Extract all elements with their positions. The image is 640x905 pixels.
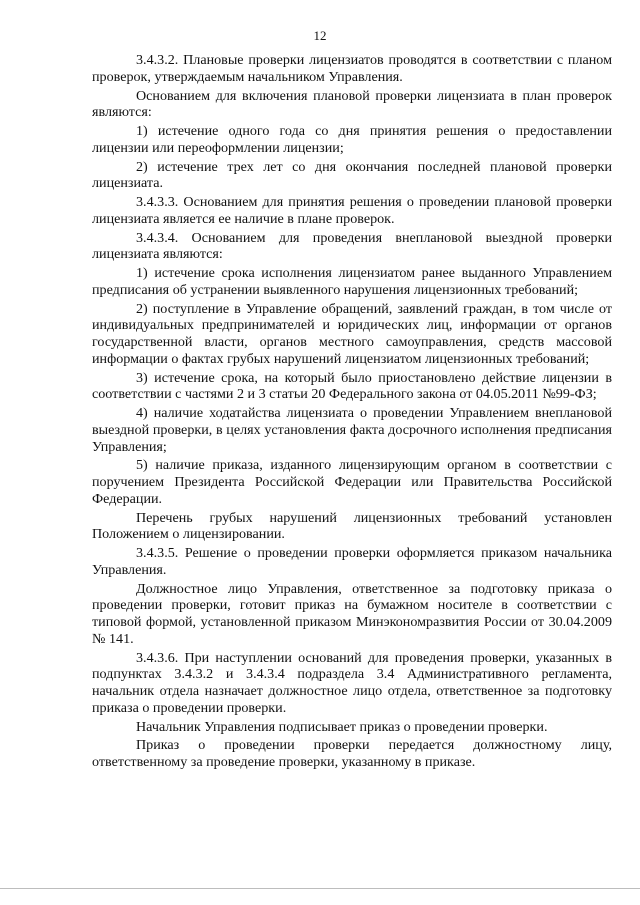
- paragraph-3-4-3-6: 3.4.3.6. При наступлении оснований для проведения проверки, указанных в подпунктах 3.4.3.2 и 3.4.3.4 подраздела 3.4 Административного регламента, начальник отдела назначает должностное лицо отдела, ответственное за подготовку приказа о проведении проверки.: [92, 649, 612, 716]
- list-item-unplanned-3: 3) истечение срока, на который было приостановлено действие лицензии в соответствии с частями 2 и 3 статьи 20 Федерального закона от 04.05.2011 №99-ФЗ;: [92, 369, 612, 403]
- list-item-unplanned-1: 1) истечение срока исполнения лицензиатом ранее выданного Управлением предписания об устранении выявленного нарушения лицензионных требований;: [92, 265, 612, 298]
- paragraph-order-preparation: Должностное лицо Управления, ответственное за подготовку приказа о проведении проверки, готовит приказ на бумажном носителе в соответствии с типовой формой, установленной приказом Минэкономразвития России от 30.04.2009 № 141.: [92, 580, 612, 647]
- paragraph-order-transfer: Приказ о проведении проверки передается должностному лицу, ответственному за проведение проверки, указанному в приказе.: [92, 737, 612, 770]
- paragraph-3-4-3-4: 3.4.3.4. Основанием для проведения внеплановой выездной проверки лицензиата являются:: [92, 229, 612, 263]
- paragraph-3-4-3-2: 3.4.3.2. Плановые проверки лицензиатов проводятся в соответствии с планом проверок, утверждаемым начальником Управления.: [92, 52, 612, 85]
- list-item-unplanned-5: 5) наличие приказа, изданного лицензирующим органом в соответствии с поручением Президента Российской Федерации или Правительства Российской Федерации.: [92, 457, 612, 507]
- list-item-planned-1: 1) истечение одного года со дня принятия решения о предоставлении лицензии или переоформлении лицензии;: [92, 123, 612, 156]
- list-item-unplanned-4: 4) наличие ходатайства лицензиата о проведении Управлением внеплановой выездной проверки, в целях установления факта досрочного исполнения предписания Управления;: [92, 405, 612, 455]
- paragraph-head-signs: Начальник Управления подписывает приказ о проведении проверки.: [136, 718, 548, 735]
- bottom-edge-line: [0, 888, 640, 889]
- paragraph-planned-grounds: Основанием для включения плановой проверки лицензиата в план проверок являются:: [92, 87, 612, 121]
- paragraph-3-4-3-5: 3.4.3.5. Решение о проведении проверки оформляется приказом начальника Управления.: [92, 545, 612, 578]
- paragraph-3-4-3-3: 3.4.3.3. Основанием для принятия решения о проведении плановой проверки лицензиата является ее наличие в плане проверок.: [92, 194, 612, 227]
- list-item-planned-2: 2) истечение трех лет со дня окончания последней плановой проверки лицензиата.: [92, 158, 612, 192]
- list-item-unplanned-2: 2) поступление в Управление обращений, заявлений граждан, в том числе от индивидуальных предпринимателей и юридических лиц, информации от органов государственной власти, органов местного самоуправления, средств массовой информации о фактах грубых нарушений лицензиатом лицензионных требований;: [92, 300, 612, 367]
- page-number: 12: [313, 28, 327, 43]
- paragraph-gross-violations: Перечень грубых нарушений лицензионных требований установлен Положением о лицензировании.: [92, 509, 612, 543]
- document-body: [92, 52, 612, 773]
